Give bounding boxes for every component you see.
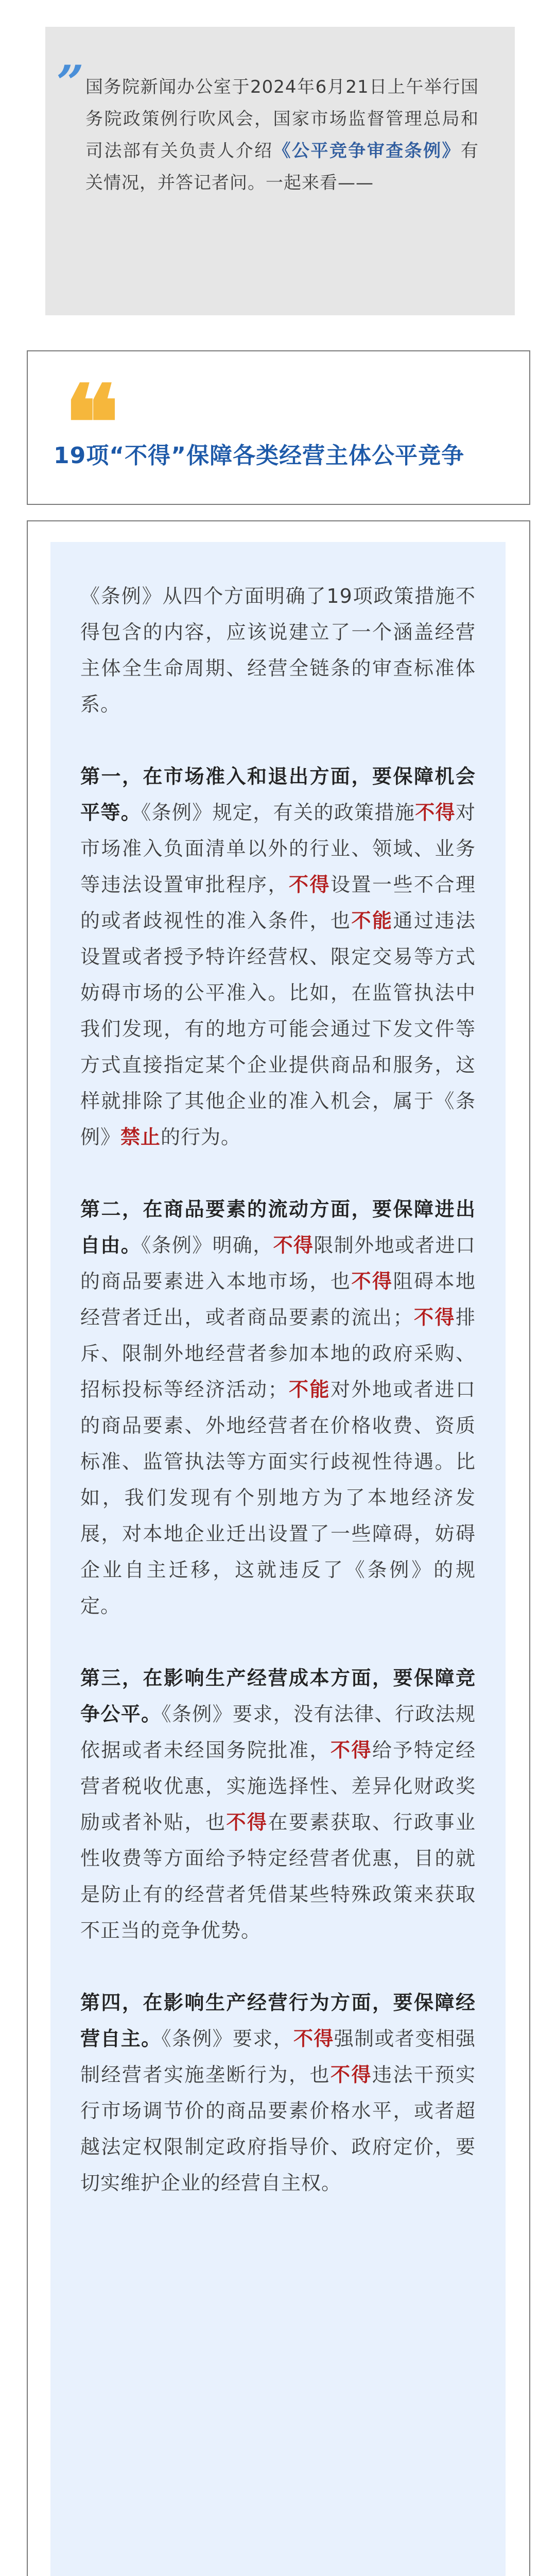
- prohibition-word: 不得: [226, 1811, 268, 1834]
- paragraph-text: 的行为。: [161, 1126, 241, 1148]
- prohibition-word: 不得: [288, 873, 331, 896]
- paragraph-text: 《条例》规定，有关的政策措施: [141, 801, 415, 824]
- prohibition-word: 不得: [273, 1234, 314, 1257]
- paragraph-market-access: [80, 758, 476, 1155]
- paragraph-text: 强制或者变相强制经营者实施垄断行为，也: [80, 2027, 476, 2086]
- intro-text-end: 有关情况，并答记者问。一起来看——: [85, 141, 479, 193]
- section-title: 19项“不得”保障各类经营主体公平竞争: [54, 443, 465, 469]
- section-title-box: [27, 350, 530, 505]
- quote-icon: ❝: [64, 372, 119, 434]
- article-body-panel: [50, 542, 506, 2576]
- prohibition-word: 不得: [415, 801, 456, 824]
- prohibition-word: 不得: [293, 2027, 334, 2050]
- prohibition-word: 不得: [413, 1306, 456, 1329]
- article-body-box: [27, 520, 530, 2576]
- paragraph-text: 设置一些不合理的或者歧视性的准入条件，也: [80, 873, 476, 932]
- intro-box: [45, 27, 515, 315]
- paragraph-text: 阻碍本地经营者迁出，或者商品要素的流出；: [80, 1270, 476, 1329]
- paragraph-text: 《条例》要求，: [161, 2027, 294, 2050]
- paragraph-text: 限制外地或者进口的商品要素进入本地市场，也: [80, 1234, 476, 1293]
- paragraph-text: 《条例》要求，没有法律、行政法规依据或者未经国务院批准，: [80, 1703, 476, 1761]
- prohibition-word: 禁止: [120, 1126, 161, 1148]
- regulation-name-highlight: 《公平竞争审查条例》: [273, 141, 461, 161]
- paragraph-lead: 第三，在影响生产经营成本方面，要保障竞争公平。: [80, 1667, 476, 1725]
- paragraph-text: 对外地或者进口的商品要素、外地经营者在价格收费、资质标准、监管执法等方面实行歧视性待遇。比如，我们发现有个别地方为了本地经济发展，对本地企业迁出设置了一些障碍，妨碍企业自主迁移，这就违反了《条例》的规定。: [80, 1378, 476, 1617]
- paragraph-lead: 第一，在市场准入和退出方面，要保障机会平等。: [80, 765, 476, 824]
- paragraph-factor-flow: [80, 1191, 476, 1624]
- paragraph-overview: 《条例》从四个方面明确了19项政策措施不得包含的内容，应该说建立了一个涵盖经营主体全生命周期、经营全链条的审查标准体系。: [80, 585, 476, 716]
- paragraph-text: 排斥、限制外地经营者参加本地的政府采购、招标投标等经济活动；: [80, 1306, 476, 1401]
- paragraph-lead: 第四，在影响生产经营行为方面，要保障经营自主。: [80, 1991, 476, 2050]
- prohibition-word: 不能: [351, 909, 393, 932]
- prohibition-word: 不得: [330, 2063, 372, 2086]
- prohibition-word: 不能: [288, 1378, 331, 1401]
- paragraph-text: 给予特定经营者税收优惠，实施选择性、差异化财政奖励或者补贴，也: [80, 1739, 476, 1834]
- paragraph-text: 违法干预实行市场调节价的商品要素价格水平，或者超越法定权限制定政府指导价、政府定价，要切实维护企业的经营自主权。: [80, 2063, 476, 2194]
- quote-mark-icon: „: [55, 28, 94, 83]
- paragraph-operating-behavior: [80, 1985, 476, 2201]
- prohibition-word: 不得: [351, 1270, 393, 1293]
- paragraph-lead: 第二，在商品要素的流动方面，要保障进出自由。: [80, 1198, 476, 1257]
- paragraph-text: 对市场准入负面清单以外的行业、领域、业务等违法设置审批程序，: [80, 801, 476, 896]
- paragraph-text: 通过违法设置或者授予特许经营权、限定交易等方式妨碍市场的公平准入。比如，在监管执法中我们发现，有的地方可能会通过下发文件等方式直接指定某个企业提供商品和服务，这样就排除了其他企业的准入机会，属于《条例》: [80, 909, 476, 1148]
- intro-text: [85, 71, 479, 199]
- prohibition-word: 不得: [330, 1739, 372, 1761]
- paragraph-operating-cost: [80, 1660, 476, 1948]
- paragraph-text: 《条例》明确，: [141, 1234, 273, 1257]
- paragraph-text: 在要素获取、行政事业性收费等方面给予特定经营者优惠，目的就是防止有的经营者凭借某些特殊政策来获取不正当的竞争优势。: [80, 1811, 476, 1942]
- intro-text-start: 国务院新闻办公室于2024年6月21日上午举行国务院政策例行吹风会，国家市场监督管理总局和司法部有关负责人介绍: [85, 77, 479, 161]
